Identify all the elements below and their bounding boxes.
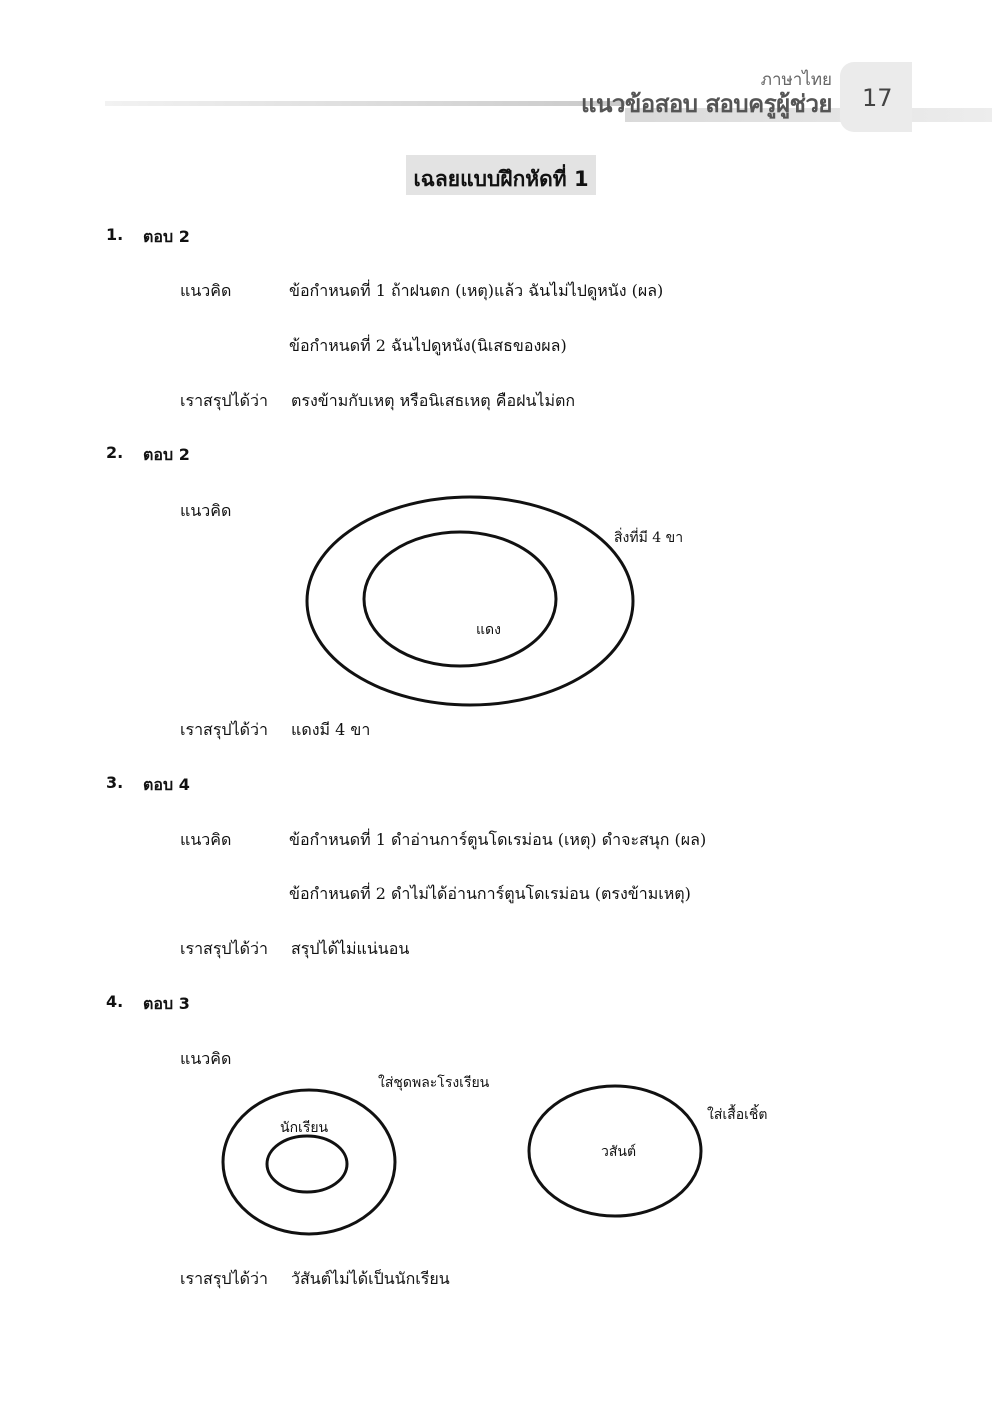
item-3-number: 3.: [106, 773, 124, 792]
item-3-answer: ตอบ 4: [143, 775, 190, 794]
item-4-separate-outer-label: ใส่เสื้อเชิ้ต: [707, 1107, 768, 1123]
item-3-line-1: ข้อกำหนดที่ 1 ดำอ่านการ์ตูนโดเรม่อน (เหตุ) ดำจะสนุก (ผล): [289, 830, 707, 849]
item-4-approach-label: แนวคิด: [180, 1049, 232, 1068]
item-2-conclusion-label: เราสรุปได้ว่า: [180, 720, 268, 739]
item-4-number: 4.: [106, 992, 124, 1011]
item-3-line-2: ข้อกำหนดที่ 2 ดำไม่ได้อ่านการ์ตูนโดเรม่อน (ตรงข้ามเหตุ): [289, 884, 691, 903]
item-4-separate-inner-label: วสันต์: [601, 1144, 637, 1160]
item-4-inner-label: นักเรียน: [280, 1120, 329, 1136]
item-4-inner-set: [267, 1136, 347, 1192]
item-4-outer-set: [223, 1090, 395, 1234]
item-3-conclusion-label: เราสรุปได้ว่า: [180, 939, 268, 958]
item-4-conclusion-label: เราสรุปได้ว่า: [180, 1269, 268, 1288]
item-1-conclusion-label: เราสรุปได้ว่า: [180, 391, 268, 410]
item-1-approach-label: แนวคิด: [180, 281, 232, 300]
header-book-title: แนวข้อสอบ สอบครูผู้ช่วย: [581, 90, 832, 118]
item-1-number: 1.: [106, 225, 124, 244]
item-1-answer: ตอบ 2: [143, 227, 190, 246]
item-2-approach-label: แนวคิด: [180, 501, 232, 520]
item-1-line-1: ข้อกำหนดที่ 1 ถ้าฝนตก (เหตุ)แล้ว ฉันไม่ไปดูหนัง (ผล): [289, 281, 664, 300]
page-number: 17: [862, 84, 893, 112]
item-2-number: 2.: [106, 443, 124, 462]
item-4-outer-label: ใส่ชุดพละโรงเรียน: [378, 1075, 490, 1091]
item-2-inner-set: [364, 532, 556, 666]
header-subject: ภาษาไทย: [760, 70, 832, 90]
item-2-outer-label: สิ่งที่มี 4 ขา: [614, 530, 684, 546]
item-4-answer: ตอบ 3: [143, 994, 190, 1013]
item-2-outer-set: [307, 497, 633, 705]
item-1-line-2: ข้อกำหนดที่ 2 ฉันไปดูหนัง(นิเสธของผล): [289, 336, 567, 355]
item-3-conclusion: สรุปได้ไม่แน่นอน: [291, 939, 410, 958]
item-1-conclusion: ตรงข้ามกับเหตุ หรือนิเสธเหตุ คือฝนไม่ตก: [291, 391, 576, 410]
item-2-inner-label: แดง: [476, 622, 501, 638]
page-title: เฉลยแบบฝึกหัดที่ 1: [413, 167, 589, 191]
item-2-answer: ตอบ 2: [143, 445, 190, 464]
item-2-conclusion: แดงมี 4 ขา: [291, 720, 371, 739]
item-3-approach-label: แนวคิด: [180, 830, 232, 849]
item-4-conclusion: วัสันต์ไม่ได้เป็นนักเรียน: [291, 1269, 450, 1288]
